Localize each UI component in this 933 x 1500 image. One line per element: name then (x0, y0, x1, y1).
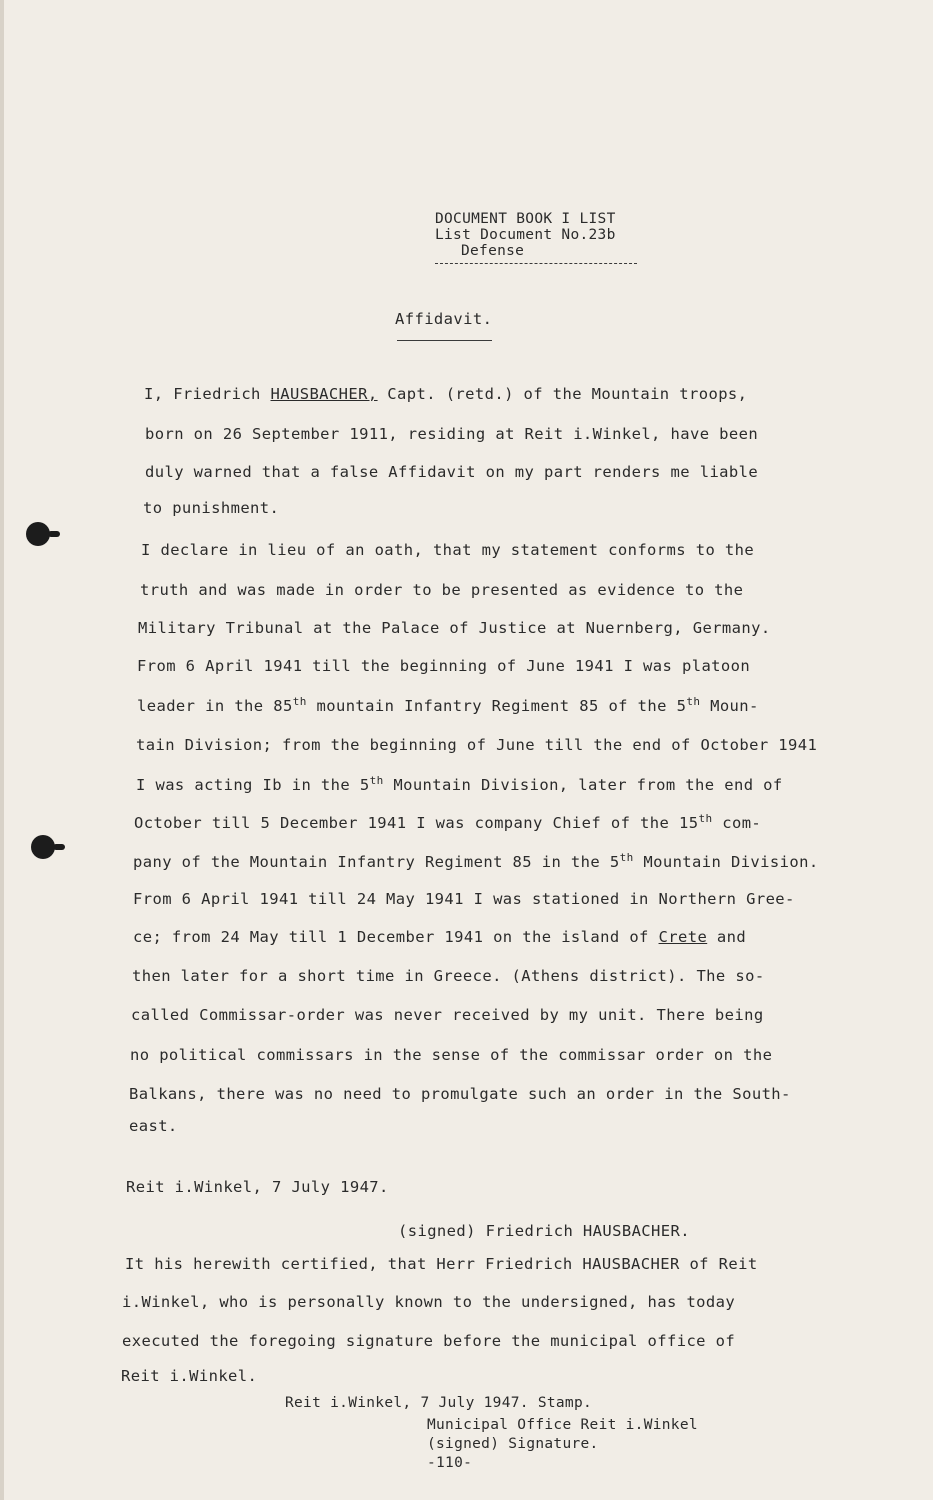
body-line-12: October till 5 December 1941 I was company Chief of the 15th com- (134, 812, 762, 833)
body-line-7: Military Tribunal at the Palace of Justice at Nuernberg, Germany. (138, 619, 771, 637)
header-line-1: DOCUMENT BOOK I LIST (435, 211, 616, 227)
body-line-5: I declare in lieu of an oath, that my statement conforms to the (141, 541, 755, 559)
footer-line-3: (signed) Signature. (427, 1436, 599, 1452)
body-line-15: ce; from 24 May till 1 December 1941 on the island of Crete and (133, 928, 747, 946)
header-rule (435, 263, 637, 264)
page-number: -110- (427, 1455, 473, 1471)
affiant-name: HAUSBACHER, (270, 385, 378, 403)
body-line-19: Balkans, there was no need to promulgate such an order in the South- (129, 1085, 791, 1103)
body-line-3: duly warned that a false Affidavit on my part renders me liable (145, 463, 759, 481)
title-rule (397, 340, 492, 341)
body-line-20: east. (129, 1117, 178, 1135)
header-line-2: List Document No.23b (435, 227, 616, 243)
body-line-10: tain Division; from the beginning of June till the end of October 1941 (136, 736, 818, 754)
crete-underlined: Crete (658, 928, 708, 946)
body-line-17: called Commissar-order was never received by my unit. There being (131, 1006, 764, 1024)
body-line-11: I was acting Ib in the 5th Mountain Division, later from the end of (136, 774, 783, 795)
body-line-13: pany of the Mountain Infantry Regiment 85 in the 5th Mountain Division. (133, 851, 819, 872)
body-line-14: From 6 April 1941 till 24 May 1941 I was stationed in Northern Gree- (133, 890, 795, 908)
punch-hole-top (26, 522, 50, 546)
header-line-3: Defense (461, 243, 525, 259)
body-line-1: I, Friedrich HAUSBACHER, Capt. (retd.) of the Mountain troops, (144, 385, 748, 403)
body-line-9: leader in the 85th mountain Infantry Regiment 85 of the 5th Moun- (137, 695, 759, 716)
punch-hole-bottom (31, 835, 55, 859)
footer-line-2: Municipal Office Reit i.Winkel (427, 1417, 698, 1433)
body-line-4: to punishment. (143, 499, 280, 517)
cert-line-4: Reit i.Winkel. (121, 1367, 258, 1385)
body-line-2: born on 26 September 1911, residing at Reit i.Winkel, have been (145, 425, 759, 443)
cert-line-1: It his herewith certified, that Herr Friedrich HAUSBACHER of Reit (125, 1255, 758, 1273)
body-line-6: truth and was made in order to be presented as evidence to the (140, 581, 744, 599)
signed-line: (signed) Friedrich HAUSBACHER. (398, 1222, 690, 1240)
footer-line-1: Reit i.Winkel, 7 July 1947. Stamp. (285, 1395, 593, 1411)
page-edge (0, 0, 4, 1500)
cert-line-2: i.Winkel, who is personally known to the undersigned, has today (122, 1293, 736, 1311)
place-date: Reit i.Winkel, 7 July 1947. (126, 1178, 389, 1196)
body-line-8: From 6 April 1941 till the beginning of June 1941 I was platoon (137, 657, 751, 675)
body-line-18: no political commissars in the sense of the commissar order on the (130, 1046, 773, 1064)
cert-line-3: executed the foregoing signature before the municipal office of (122, 1332, 736, 1350)
document-title: Affidavit. (395, 310, 493, 328)
body-line-16: then later for a short time in Greece. (Athens district). The so- (132, 967, 765, 985)
